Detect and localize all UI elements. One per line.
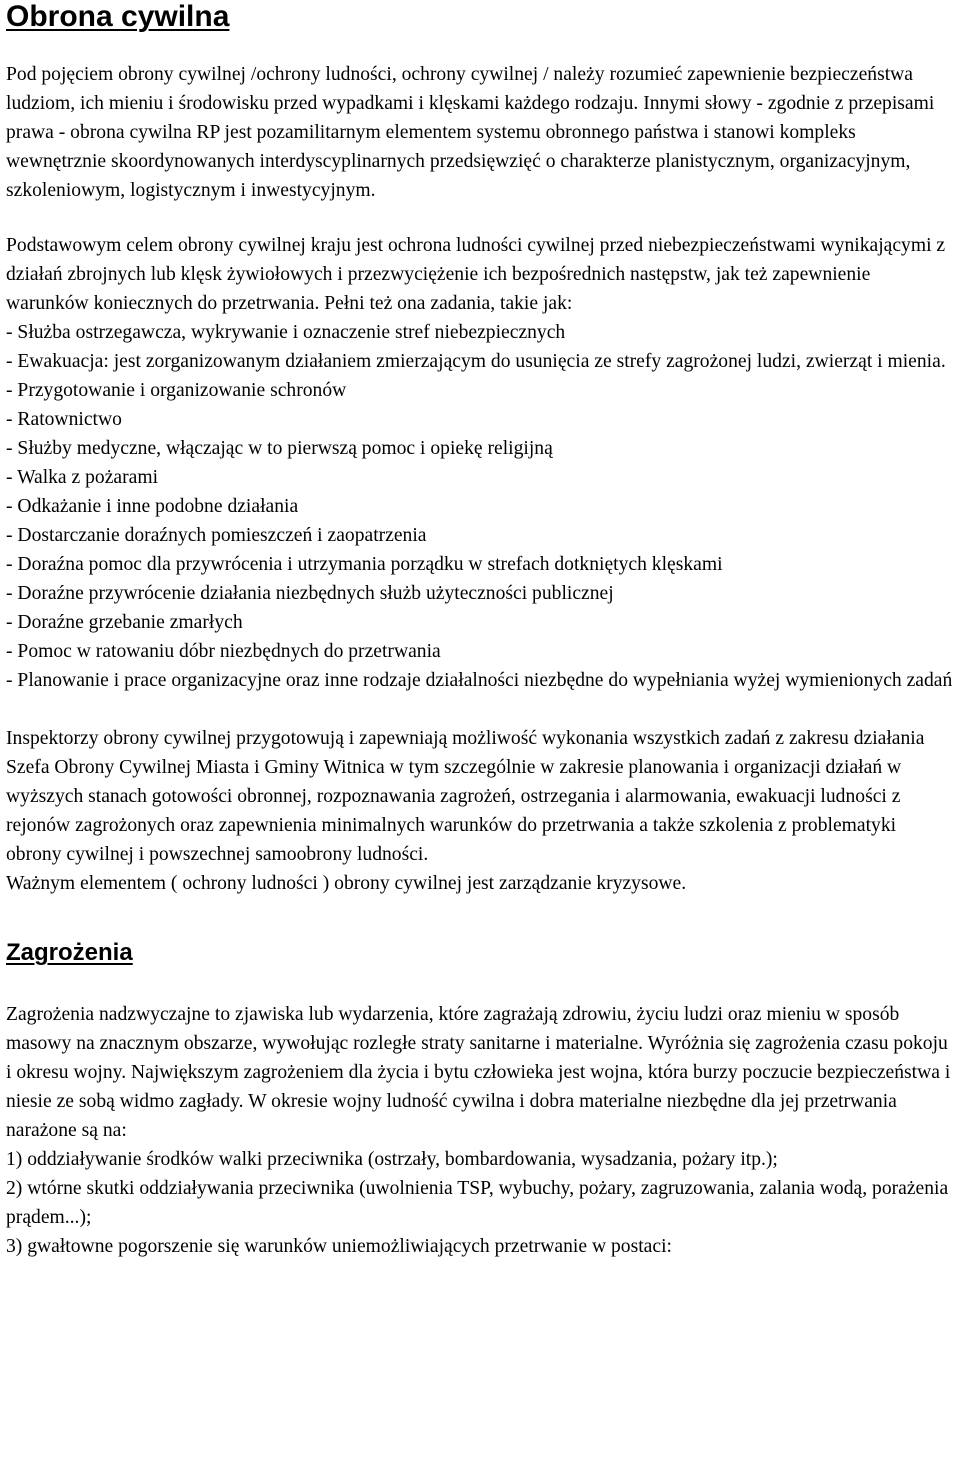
list-item: - Ratownictwo (6, 409, 122, 430)
list-item: - Walka z pożarami (6, 467, 159, 488)
list-item: 2) wtórne skutki oddziaływania przeciwnika (uwolnienia TSP, wybuchy, pożary, zagruzowania, zalania wodą, porażenia prądem...); (6, 1178, 949, 1228)
list-item: - Pomoc w ratowaniu dóbr niezbędnych do przetrwania (6, 641, 441, 662)
list-item: - Dostarczanie doraźnych pomieszczeń i zaopatrzenia (6, 525, 427, 546)
list-item: - Służby medyczne, włączając w to pierwszą pomoc i opiekę religijną (6, 438, 553, 459)
document-page (6, 0, 956, 1261)
inspectors-paragraph: Inspektorzy obrony cywilnej przygotowują i zapewniają możliwość wykonania wszystkich zadań z zakresu działania Szefa Obrony Cywilnej Miasta i Gminy Witnica w tym szczególnie w zakresie planowania i organizacji działań w wyższych stanach gotowości obronnej, rozpoznawania zagrożeń, ostrzegania i alarmowania, ewakuacji ludności z rejonów zagrożonych oraz zapewnienia minimalnych warunków do przetrwania a także szkolenia z problematyki obrony cywilnej i powszechnej samoobrony ludności. (6, 728, 925, 865)
tasks-list (6, 318, 956, 695)
threats-heading: Zagrożenia (6, 939, 133, 966)
crisis-paragraph: Ważnym elementem ( ochrony ludności ) obrony cywilnej jest zarządzanie kryzysowe. (6, 873, 687, 894)
list-item: - Doraźne grzebanie zmarłych (6, 612, 243, 633)
page-title: Obrona cywilna (6, 0, 230, 33)
list-item: - Doraźne przywrócenie działania niezbędnych służb użyteczności publicznej (6, 583, 614, 604)
threats-list (6, 1145, 956, 1261)
intro-paragraph: Pod pojęciem obrony cywilnej /ochrony ludności, ochrony cywilnej / należy rozumieć zapewnienie bezpieczeństwa ludziom, ich mieniu i środowisku przed wypadkami i klęskami każdego rodzaju. Innymi słowy - zgodnie z przepisami prawa - obrona cywilna RP jest pozamilitarnym elementem systemu obronnego państwa i stanowi kompleks wewnętrznie skoordynowanych interdyscyplinarnych przedsięwzięć o charakterze planistycznym, organizacyjnym, szkoleniowym, logistycznym i inwestycyjnym. (6, 64, 935, 201)
list-item: - Odkażanie i inne podobne działania (6, 496, 299, 517)
list-item: - Doraźna pomoc dla przywrócenia i utrzymania porządku w strefach dotkniętych klęskami (6, 554, 723, 575)
list-item: 3) gwałtowne pogorszenie się warunków uniemożliwiających przetrwanie w postaci: (6, 1236, 672, 1257)
list-item: 1) oddziaływanie środków walki przeciwnika (ostrzały, bombardowania, wysadzania, pożary itp.); (6, 1149, 778, 1170)
threats-intro-paragraph: Zagrożenia nadzwyczajne to zjawiska lub wydarzenia, które zagrażają zdrowiu, życiu ludzi oraz mieniu w sposób masowy na znacznym obszarze, wywołując rozległe straty sanitarne i materialne. Wyróżnia się zagrożenia czasu pokoju i okresu wojny. Największym zagrożeniem dla życia i bytu człowieka jest wojna, która burzy poczucie bezpieczeństwa i niesie ze sobą widmo zagłady. W okresie wojny ludność cywilna i dobra materialne niezbędne dla jej przetrwania narażone są na: (6, 1004, 951, 1141)
list-item: - Służba ostrzegawcza, wykrywanie i oznaczenie stref niebezpiecznych (6, 322, 566, 343)
goal-paragraph: Podstawowym celem obrony cywilnej kraju jest ochrona ludności cywilnej przed niebezpieczeństwami wynikającymi z działań zbrojnych lub klęsk żywiołowych i przezwyciężenie ich bezpośrednich następstw, jak też zapewnienie warunków koniecznych do przetrwania. Pełni też ona zadania, takie jak: (6, 235, 946, 314)
list-item: - Przygotowanie i organizowanie schronów (6, 380, 347, 401)
list-item: - Planowanie i prace organizacyjne oraz inne rodzaje działalności niezbędne do wypełniania wyżej wymienionych zadań (6, 670, 953, 691)
list-item: - Ewakuacja: jest zorganizowanym działaniem zmierzającym do usunięcia ze strefy zagrożonej ludzi, zwierząt i mienia. (6, 351, 946, 372)
